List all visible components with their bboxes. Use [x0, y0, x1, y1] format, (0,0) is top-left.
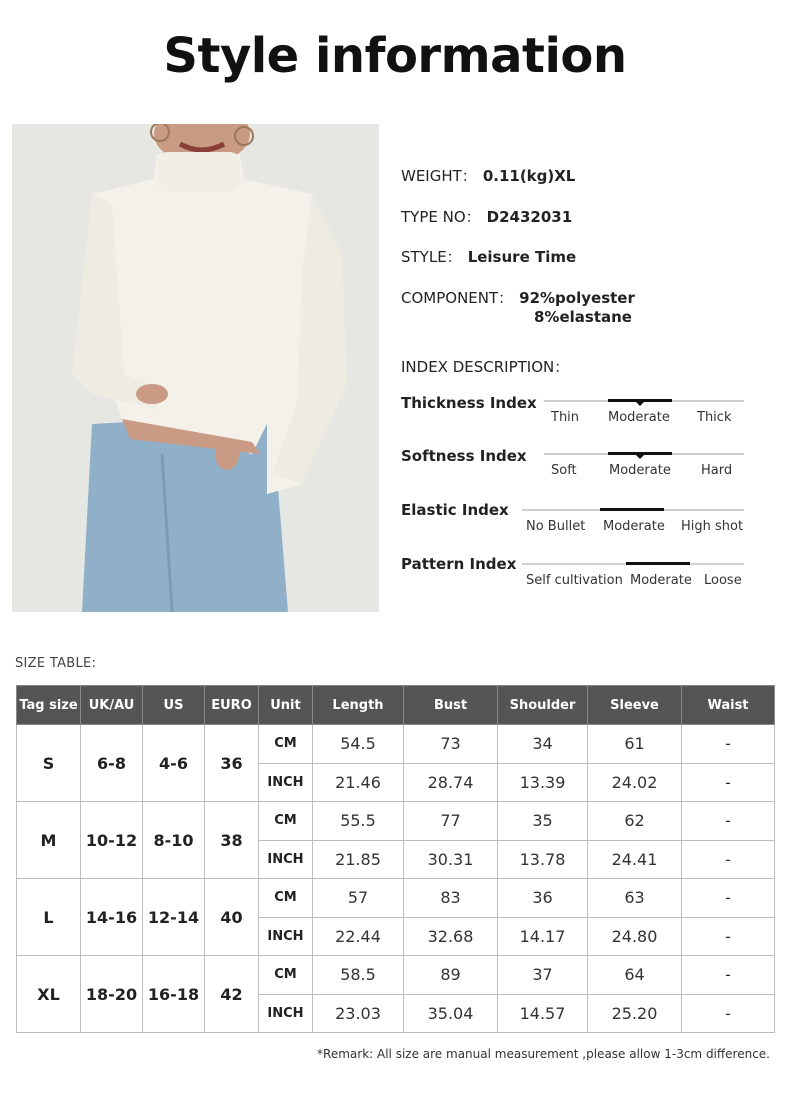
cell-waist: -: [682, 763, 775, 802]
thickness-index: [401, 394, 746, 434]
cell-tag-size: XL: [17, 956, 81, 1033]
cell-us: 16-18: [143, 956, 205, 1033]
page-title: Style information: [163, 28, 627, 84]
cell-shoulder: 34: [498, 725, 588, 764]
size-table-caption: SIZE TABLE:: [15, 656, 97, 671]
cell-shoulder: 35: [498, 802, 588, 841]
cell-unit: INCH: [259, 994, 313, 1033]
component-label: COMPONENT：: [401, 289, 514, 307]
scale-label-low: Thin: [551, 410, 580, 425]
cell-uk-au: 10-12: [81, 802, 143, 879]
scale-label-mid: Moderate: [608, 410, 670, 425]
cell-euro: 42: [205, 956, 259, 1033]
cell-waist: -: [682, 840, 775, 879]
product-photo: [12, 124, 379, 612]
index-name: Elastic Index: [401, 501, 509, 519]
cell-sleeve: 24.41: [588, 840, 682, 879]
component-row-2: [534, 308, 632, 326]
cell-shoulder: 36: [498, 879, 588, 918]
scale-label-mid: Moderate: [630, 573, 692, 588]
cell-euro: 36: [205, 725, 259, 802]
cell-bust: 30.31: [404, 840, 498, 879]
softness-index: [401, 447, 746, 487]
header-us: US: [143, 686, 205, 725]
header-sleeve: Sleeve: [588, 686, 682, 725]
cell-bust: 73: [404, 725, 498, 764]
cell-sleeve: 24.02: [588, 763, 682, 802]
cell-uk-au: 14-16: [81, 879, 143, 956]
cell-bust: 32.68: [404, 917, 498, 956]
table-row: [17, 725, 775, 764]
cell-length: 22.44: [313, 917, 404, 956]
cell-length: 54.5: [313, 725, 404, 764]
component-value-1: 92%polyester: [519, 289, 635, 307]
cell-length: 23.03: [313, 994, 404, 1033]
weight-label: WEIGHT：: [401, 167, 477, 185]
scale-pointer-icon: [636, 455, 644, 459]
cell-shoulder: 14.57: [498, 994, 588, 1033]
cell-bust: 35.04: [404, 994, 498, 1033]
cell-waist: -: [682, 956, 775, 995]
scale-selected-mark: [626, 562, 690, 565]
weight-value: 0.11(kg)XL: [482, 167, 576, 185]
cell-us: 4-6: [143, 725, 205, 802]
weight-row: [401, 165, 575, 186]
header-unit: Unit: [259, 686, 313, 725]
cell-us: 8-10: [143, 802, 205, 879]
cell-waist: -: [682, 879, 775, 918]
header-length: Length: [313, 686, 404, 725]
header-waist: Waist: [682, 686, 775, 725]
pattern-index: [401, 555, 746, 595]
scale-label-high: High shot: [681, 519, 744, 534]
table-row: [17, 956, 775, 995]
header-uk-au: UK/AU: [81, 686, 143, 725]
size-table: [16, 685, 775, 1033]
cell-bust: 77: [404, 802, 498, 841]
header-euro: EURO: [205, 686, 259, 725]
scale-pointer-icon: [636, 402, 644, 406]
cell-sleeve: 63: [588, 879, 682, 918]
cell-uk-au: 18-20: [81, 956, 143, 1033]
cell-length: 57: [313, 879, 404, 918]
cell-unit: CM: [259, 725, 313, 764]
model-illustration: [12, 124, 379, 612]
cell-waist: -: [682, 994, 775, 1033]
cell-bust: 83: [404, 879, 498, 918]
style-label: STYLE：: [401, 248, 462, 266]
cell-bust: 28.74: [404, 763, 498, 802]
header-bust: Bust: [404, 686, 498, 725]
type-value: D2432031: [486, 208, 573, 226]
scale-label-mid: Moderate: [609, 463, 671, 478]
cell-sleeve: 62: [588, 802, 682, 841]
scale-label-low: Soft: [551, 463, 577, 478]
table-row: [17, 802, 775, 841]
cell-unit: INCH: [259, 763, 313, 802]
cell-waist: -: [682, 725, 775, 764]
scale-label-high: Hard: [701, 463, 733, 478]
cell-sleeve: 64: [588, 956, 682, 995]
scale-label-low: Self cultivation: [526, 573, 623, 588]
header-shoulder: Shoulder: [498, 686, 588, 725]
cell-length: 21.85: [313, 840, 404, 879]
style-row: [401, 246, 576, 267]
cell-waist: -: [682, 917, 775, 956]
cell-shoulder: 13.78: [498, 840, 588, 879]
index-heading: INDEX DESCRIPTION：: [401, 358, 570, 376]
cell-unit: INCH: [259, 917, 313, 956]
cell-uk-au: 6-8: [81, 725, 143, 802]
cell-shoulder: 37: [498, 956, 588, 995]
component-value-2: 8%elastane: [534, 308, 632, 326]
cell-shoulder: 14.17: [498, 917, 588, 956]
remark-note: *Remark: All size are manual measurement ,please allow 1-3cm difference.: [317, 1047, 770, 1061]
cell-euro: 38: [205, 802, 259, 879]
cell-sleeve: 24.80: [588, 917, 682, 956]
cell-unit: CM: [259, 956, 313, 995]
elastic-index: [401, 501, 746, 541]
scale-label-mid: Moderate: [603, 519, 665, 534]
cell-length: 58.5: [313, 956, 404, 995]
scale-label-low: No Bullet: [526, 519, 586, 534]
index-name: Softness Index: [401, 447, 527, 465]
cell-sleeve: 25.20: [588, 994, 682, 1033]
type-label: TYPE NO：: [401, 208, 481, 226]
table-row: [17, 879, 775, 918]
cell-sleeve: 61: [588, 725, 682, 764]
cell-unit: CM: [259, 879, 313, 918]
cell-unit: CM: [259, 802, 313, 841]
component-row: [401, 287, 635, 308]
cell-length: 55.5: [313, 802, 404, 841]
scale-label-high: Thick: [697, 410, 732, 425]
index-name: Pattern Index: [401, 555, 517, 573]
header-tag-size: Tag size: [17, 686, 81, 725]
cell-bust: 89: [404, 956, 498, 995]
scale-selected-mark: [600, 508, 664, 511]
table-header-row: [17, 686, 775, 725]
cell-shoulder: 13.39: [498, 763, 588, 802]
cell-tag-size: L: [17, 879, 81, 956]
cell-tag-size: S: [17, 725, 81, 802]
cell-euro: 40: [205, 879, 259, 956]
cell-length: 21.46: [313, 763, 404, 802]
cell-unit: INCH: [259, 840, 313, 879]
style-value: Leisure Time: [467, 248, 577, 266]
scale-label-high: Loose: [704, 573, 742, 588]
cell-us: 12-14: [143, 879, 205, 956]
cell-tag-size: M: [17, 802, 81, 879]
cell-waist: -: [682, 802, 775, 841]
index-name: Thickness Index: [401, 394, 537, 412]
type-row: [401, 206, 572, 227]
